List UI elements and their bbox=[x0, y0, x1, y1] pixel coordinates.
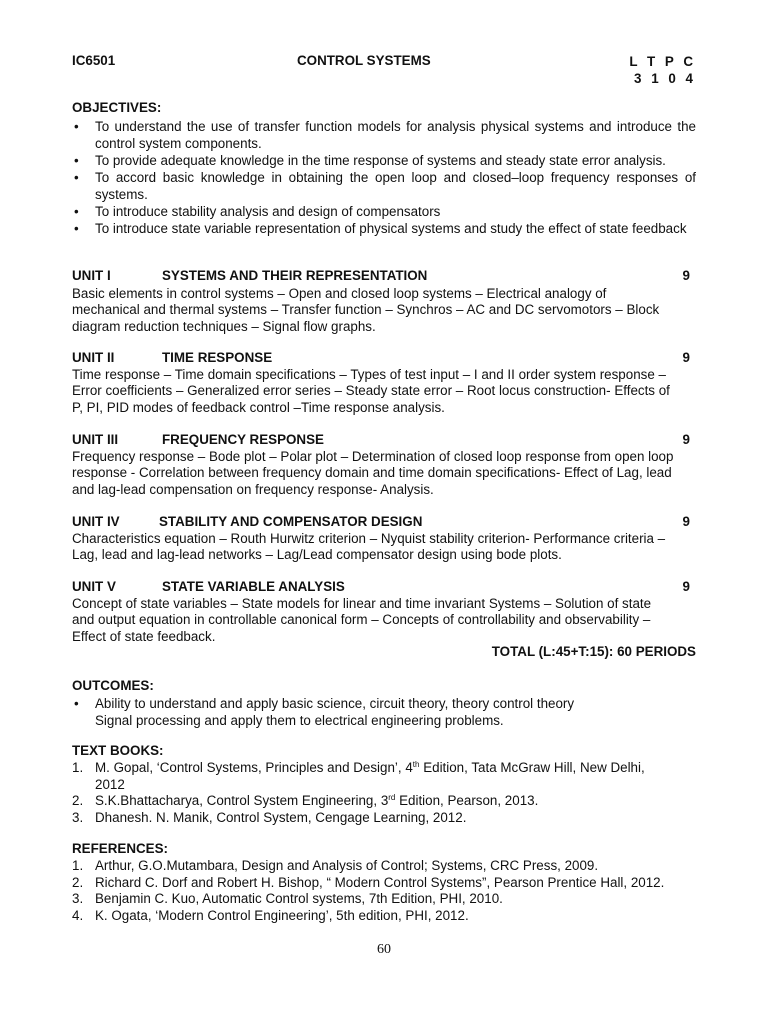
textbook-item bbox=[72, 760, 696, 793]
item-number: 1. bbox=[72, 858, 84, 873]
unit-hours: 9 bbox=[682, 432, 690, 447]
unit-line: Error coefficients – Generalized error series – Steady state error – Root locus construction- Effects of bbox=[72, 383, 670, 399]
objective-item: • To accord basic knowledge in obtaining the open loop and closed–loop frequency responses of systems. bbox=[72, 169, 696, 203]
textbook-text: M. Gopal, ‘Control Systems, Principles and Design’, 4 bbox=[95, 760, 413, 775]
unit-line: response - Correlation between frequency domain and time domain specifications- Effect of Lag, lead bbox=[72, 465, 672, 481]
unit-heading bbox=[72, 350, 690, 367]
reference-item bbox=[72, 908, 696, 925]
textbook-text: Edition, Pearson, 2013. bbox=[395, 793, 539, 808]
references-list bbox=[72, 858, 696, 924]
outcomes-heading: OUTCOMES: bbox=[72, 678, 154, 693]
unit-number: UNIT II bbox=[72, 350, 115, 365]
unit-title: STABILITY AND COMPENSATOR DESIGN bbox=[159, 514, 423, 529]
unit-body bbox=[72, 286, 696, 335]
outcome-line: Signal processing and apply them to electrical engineering problems. bbox=[95, 713, 504, 728]
unit-line: Lag, lead and lag-lead networks – Lag/Lead compensator design using bode plots. bbox=[72, 547, 562, 563]
outcome-line: Ability to understand and apply basic science, circuit theory, theory control theory bbox=[95, 696, 575, 711]
unit-hours: 9 bbox=[682, 579, 690, 594]
unit-hours: 9 bbox=[682, 514, 690, 529]
course-header bbox=[72, 53, 696, 89]
outcome-item bbox=[72, 695, 696, 729]
item-number: 3. bbox=[72, 809, 84, 825]
reference-item bbox=[72, 875, 696, 892]
textbooks-heading: TEXT BOOKS: bbox=[72, 743, 164, 758]
objective-item: • To introduce state variable representation of physical systems and study the effect of state feedback bbox=[72, 220, 696, 237]
unit-number: UNIT IV bbox=[72, 514, 120, 529]
unit-body bbox=[72, 367, 696, 416]
objectives-list bbox=[72, 118, 696, 237]
textbooks-list bbox=[72, 760, 696, 826]
ltpc-values: 3 1 0 4 bbox=[634, 71, 696, 86]
item-number: 3. bbox=[72, 891, 84, 906]
textbook-text: Edition, Tata McGraw Hill, New Delhi, bbox=[419, 760, 645, 775]
unit-heading bbox=[72, 514, 690, 531]
total-periods: TOTAL (L:45+T:15): 60 PERIODS bbox=[491, 644, 696, 659]
unit-number: UNIT V bbox=[72, 579, 116, 594]
textbook-item bbox=[72, 810, 696, 827]
textbook-item bbox=[72, 793, 696, 810]
unit-number: UNIT I bbox=[72, 268, 111, 283]
unit-line: diagram reduction techniques – Signal flow graphs. bbox=[72, 318, 376, 334]
unit-line: and output equation in controllable canonical form – Concepts of controllability and observability – bbox=[72, 612, 651, 628]
unit-body bbox=[72, 449, 696, 498]
unit-line: Effect of state feedback. bbox=[72, 628, 216, 644]
unit-line: P, PI, PID modes of feedback control –Time response analysis. bbox=[72, 399, 445, 415]
reference-item bbox=[72, 891, 696, 908]
course-code: IC6501 bbox=[72, 53, 116, 68]
unit-line: Characteristics equation – Routh Hurwitz criterion – Nyquist stability criterion- Performance criteria – bbox=[72, 531, 666, 546]
outcomes-list bbox=[72, 695, 696, 729]
course-title: CONTROL SYSTEMS bbox=[297, 53, 431, 68]
item-number: 2. bbox=[72, 874, 84, 890]
reference-text: Benjamin C. Kuo, Automatic Control systems, 7th Edition, PHI, 2010. bbox=[95, 891, 503, 906]
item-number: 2. bbox=[72, 793, 84, 808]
reference-text: Arthur, G.O.Mutambara, Design and Analysis of Control; Systems, CRC Press, 2009. bbox=[95, 858, 599, 873]
textbook-text: Dhanesh. N. Manik, Control System, Cengage Learning, 2012. bbox=[95, 809, 467, 825]
textbook-text: S.K.Bhattacharya, Control System Engineering, 3 bbox=[95, 793, 389, 808]
unit-body bbox=[72, 531, 696, 564]
unit-heading bbox=[72, 432, 690, 449]
unit-line: Concept of state variables – State models for linear and time invariant Systems – Solution of state bbox=[72, 596, 652, 611]
objective-item: • To provide adequate knowledge in the time response of systems and steady state error analysis. bbox=[72, 152, 696, 169]
reference-text: Richard C. Dorf and Robert H. Bishop, “ Modern Control Systems”, Pearson Prentice Hall, 2012. bbox=[95, 874, 665, 890]
ltpc-block bbox=[629, 53, 696, 87]
textbook-text: 2012 bbox=[95, 776, 125, 792]
page-number: 60 bbox=[377, 942, 391, 957]
reference-item bbox=[72, 858, 696, 875]
references-heading: REFERENCES: bbox=[72, 841, 168, 856]
unit-number: UNIT III bbox=[72, 432, 119, 447]
item-number: 4. bbox=[72, 907, 84, 923]
unit-title: FREQUENCY RESPONSE bbox=[162, 432, 324, 447]
objective-item: • To understand the use of transfer function models for analysis physical systems and introduce the control system components. bbox=[72, 118, 696, 152]
unit-hours: 9 bbox=[682, 350, 690, 365]
objectives-heading: OBJECTIVES: bbox=[72, 100, 162, 115]
reference-text: K. Ogata, ‘Modern Control Engineering’, 5th edition, PHI, 2012. bbox=[95, 907, 469, 923]
unit-line: Time response – Time domain specifications – Types of test input – I and II order system response – bbox=[72, 367, 666, 382]
ltpc-labels: L T P C bbox=[629, 54, 696, 69]
ordinal-suffix: th bbox=[412, 760, 420, 769]
unit-heading bbox=[72, 268, 690, 285]
unit-line: mechanical and thermal systems – Transfer function – Synchros – AC and DC servomotors – Block bbox=[72, 302, 660, 318]
item-number: 1. bbox=[72, 760, 84, 775]
unit-title: TIME RESPONSE bbox=[162, 350, 273, 365]
unit-hours: 9 bbox=[682, 268, 690, 283]
unit-title: STATE VARIABLE ANALYSIS bbox=[162, 579, 345, 594]
unit-line: Frequency response – Bode plot – Polar plot – Determination of closed loop response from open loop bbox=[72, 449, 674, 464]
unit-body bbox=[72, 596, 696, 645]
unit-line: Basic elements in control systems – Open and closed loop systems – Electrical analogy of bbox=[72, 286, 607, 301]
unit-heading bbox=[72, 579, 690, 596]
ordinal-suffix: rd bbox=[388, 793, 396, 802]
unit-title: SYSTEMS AND THEIR REPRESENTATION bbox=[162, 268, 428, 283]
unit-line: and lag-lead compensation on frequency response- Analysis. bbox=[72, 481, 434, 497]
objective-item: • To introduce stability analysis and design of compensators bbox=[72, 203, 696, 220]
